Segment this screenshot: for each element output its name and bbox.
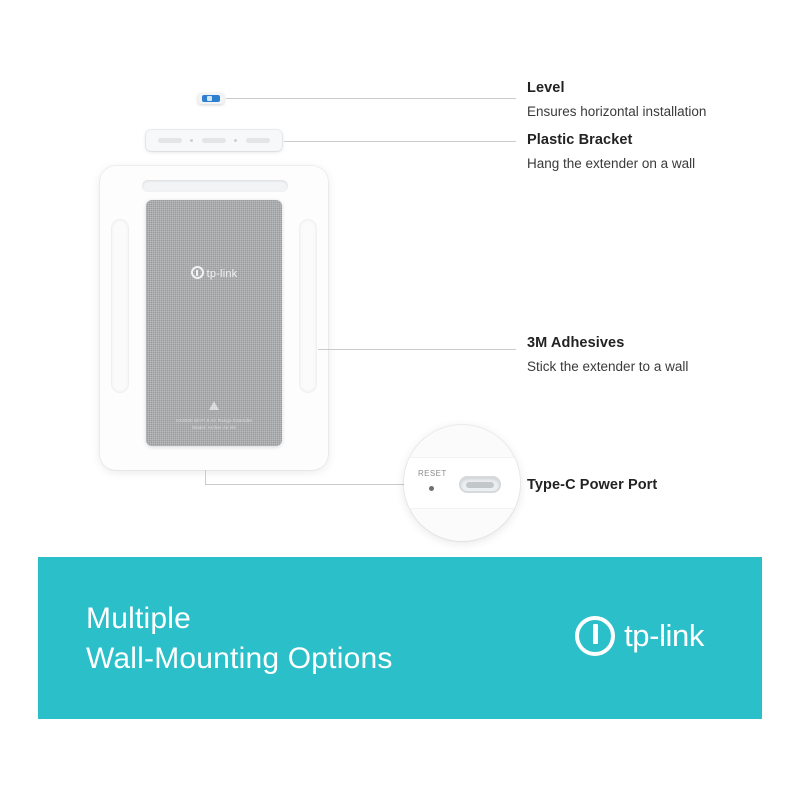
plastic-bracket-illustration (146, 130, 282, 151)
callout-type-c-power-port-title: Type-C Power Port (527, 477, 658, 493)
callout-3m-adhesives (527, 334, 688, 376)
leader-line-port-vertical (205, 470, 206, 484)
callout-plastic-bracket (527, 131, 695, 173)
bracket-slot (202, 138, 226, 143)
callout-plastic-bracket-title: Plastic Bracket (527, 132, 633, 148)
bracket-slot (158, 138, 182, 143)
reset-pinhole-icon (429, 486, 434, 491)
tp-link-logo-icon (191, 266, 204, 279)
tp-link-logo-icon (575, 616, 615, 656)
bracket-slot (246, 138, 270, 143)
adhesive-pad-right (300, 220, 316, 392)
callout-3m-adhesives-desc: Stick the extender to a wall (527, 358, 689, 374)
callout-level-title: Level (527, 80, 565, 96)
usb-c-port-icon (459, 476, 501, 493)
extender-body-illustration (100, 166, 328, 470)
leader-line-adhesives (318, 349, 516, 350)
adhesive-pad-left (112, 220, 128, 392)
reset-label: RESET (418, 469, 447, 478)
banner-brand-text: tp-link (624, 618, 704, 653)
model-line-1: AX3000 Wi-Fi 6 Air Range Extender (175, 418, 253, 424)
model-line-2: Model: Archer Air E5 (192, 425, 236, 431)
callout-level-desc: Ensures horizontal installation (527, 103, 707, 119)
level-tool-illustration (198, 93, 224, 104)
callout-plastic-bracket-desc: Hang the extender on a wall (527, 155, 696, 171)
banner-headline-line-1: Multiple (86, 602, 191, 635)
type-c-port-magnifier (404, 425, 520, 541)
bracket-hole (234, 139, 237, 142)
fabric-brand-text: tp-link (206, 268, 238, 280)
leader-line-level (226, 98, 516, 99)
callout-3m-adhesives-title: 3M Adhesives (527, 335, 625, 351)
warning-triangle-icon (209, 401, 219, 410)
bottom-banner (38, 557, 762, 719)
fabric-front-panel (146, 200, 282, 446)
model-text (146, 418, 282, 432)
leader-line-plastic-bracket (284, 141, 516, 142)
level-bubble (207, 96, 212, 101)
callout-level (527, 79, 706, 121)
banner-brand-logo (575, 616, 704, 656)
bracket-hole (190, 139, 193, 142)
device-top-slot (142, 180, 288, 192)
banner-headline (86, 599, 393, 678)
tp-link-fabric-logo (146, 266, 282, 280)
banner-headline-line-2: Wall-Mounting Options (86, 641, 393, 675)
callout-type-c-power-port (527, 476, 657, 496)
